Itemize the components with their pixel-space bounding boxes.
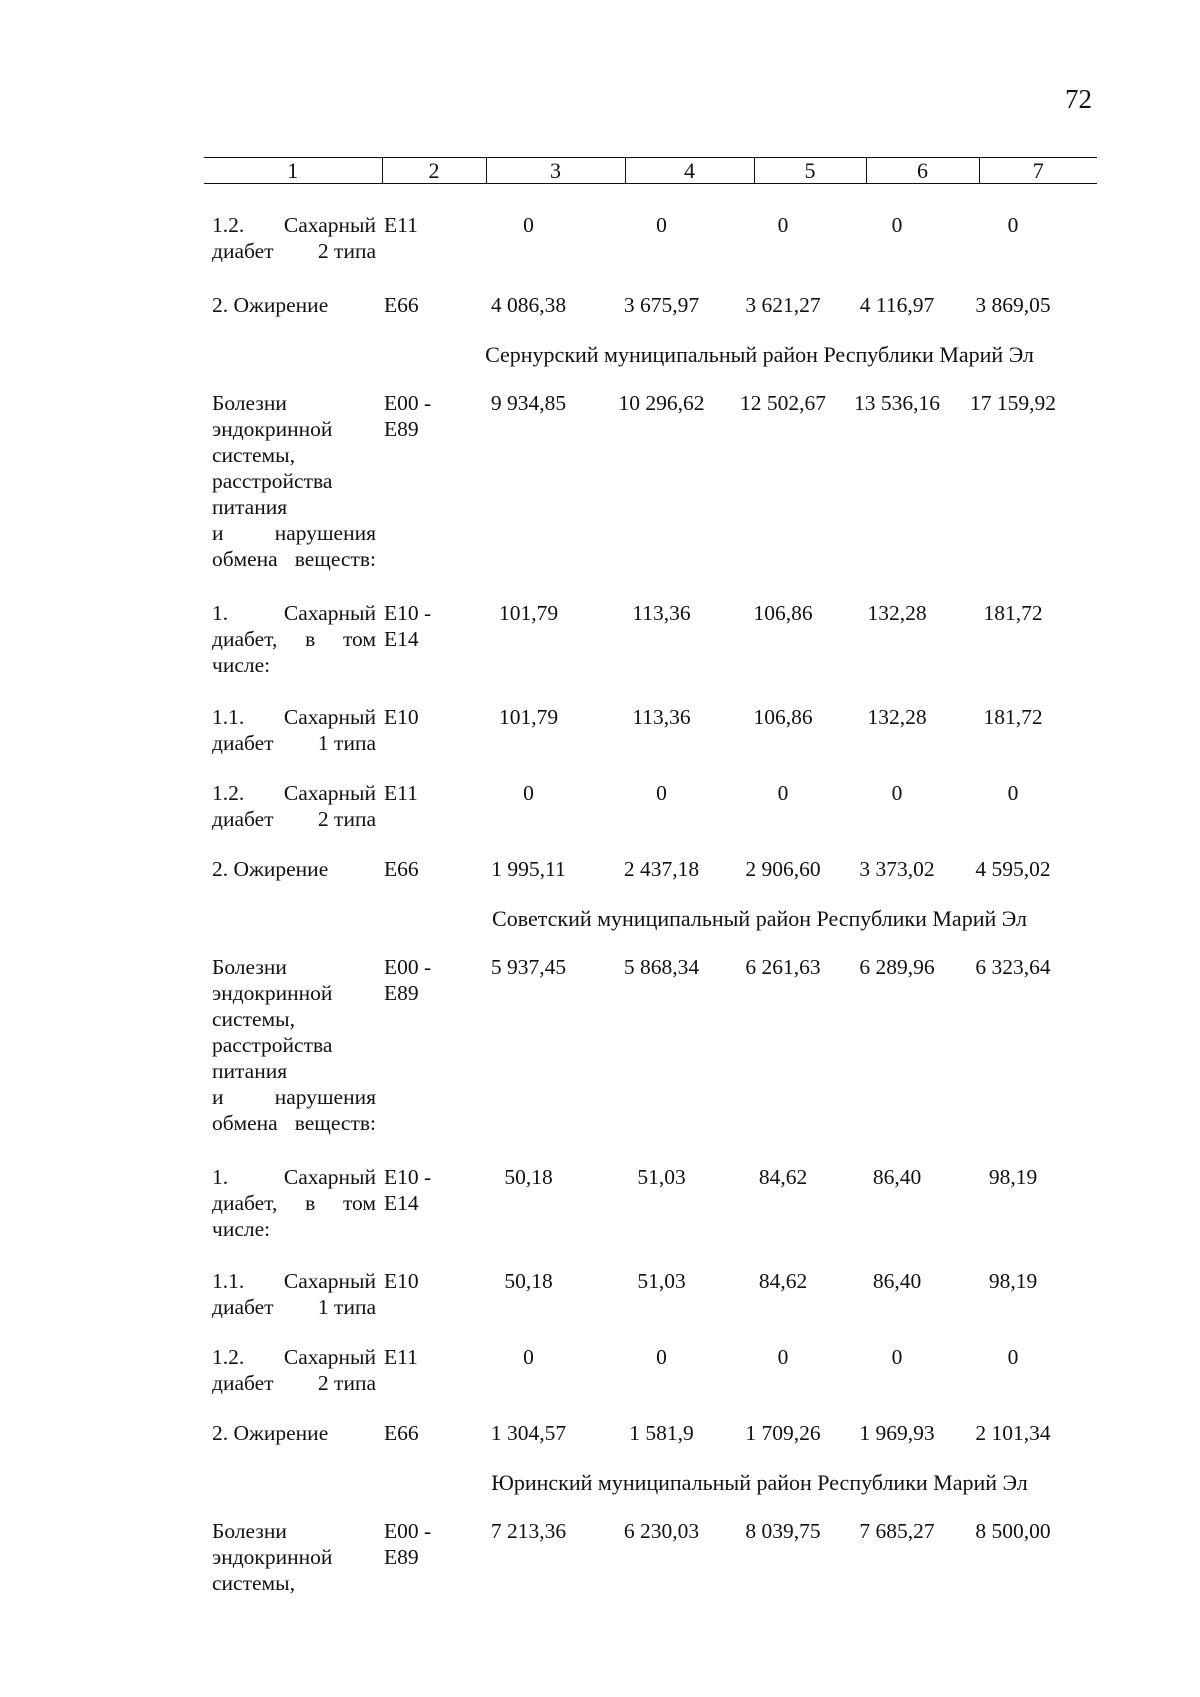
disease-name-line: [212, 780, 376, 806]
disease-name-word: системы,: [212, 1571, 295, 1595]
disease-name-cell: [212, 780, 376, 832]
icd-code-cell: [376, 780, 462, 806]
disease-name-word: 2 типа: [317, 1371, 376, 1395]
disease-name-line: [212, 1294, 376, 1320]
icd-code-line: E66: [384, 293, 419, 317]
icd-code-line: E89: [384, 981, 419, 1005]
value-cell-col-7: 0: [1007, 213, 1019, 237]
disease-name-word: Сахарный: [283, 213, 376, 237]
table-row: [212, 292, 1097, 318]
value-cell-col-5: 106,86: [753, 601, 813, 625]
disease-name-word: диабет: [212, 731, 274, 755]
disease-name-word: веществ:: [294, 547, 376, 571]
disease-name-line: [212, 1518, 376, 1544]
icd-code-cell: [376, 1518, 462, 1570]
disease-name-word: 1.1.: [212, 705, 245, 729]
column-header: 6: [866, 158, 979, 184]
disease-name-word: расстройства: [212, 469, 333, 493]
value-cell-col-5: 0: [777, 213, 789, 237]
value-cell-col-3: 9 934,85: [490, 391, 567, 415]
table-row: [212, 212, 1097, 264]
disease-name-line: [212, 238, 376, 264]
disease-name-word: числе:: [212, 653, 271, 677]
value-cell-col-3: 0: [523, 781, 534, 805]
disease-name-word: питания: [212, 495, 288, 519]
disease-name-word: в: [305, 1191, 316, 1215]
value-cell-col-5: 1 709,26: [745, 1421, 821, 1445]
disease-name-word: диабет: [212, 1371, 274, 1395]
disease-name-line: [212, 1110, 376, 1136]
value-cell-col-4: 113,36: [632, 705, 691, 729]
value-cell-col-3: 4 086,38: [490, 293, 567, 317]
icd-code-line: E14: [384, 627, 419, 651]
column-number-header: [204, 157, 1097, 184]
value-cell-col-6: 0: [891, 1345, 903, 1369]
value-cell-col-3: 101,79: [498, 601, 559, 625]
disease-name-line: [212, 652, 376, 678]
value-cell-col-5: 106,86: [753, 705, 813, 729]
table-row: [212, 1268, 1097, 1320]
value-cell-col-7: 3 869,05: [975, 293, 1051, 317]
header-row: [204, 158, 1097, 184]
disease-name-line: [212, 856, 376, 882]
disease-name-word: Сахарный: [283, 1165, 376, 1189]
icd-code-line: E11: [384, 213, 418, 237]
value-cell-col-5: 0: [777, 1345, 789, 1369]
icd-code-line: E89: [384, 1545, 419, 1569]
value-cell-col-7: 181,72: [983, 705, 1043, 729]
icd-code-line: E11: [384, 1345, 418, 1369]
column-header: 5: [754, 158, 866, 184]
value-cell-col-5: 12 502,67: [740, 391, 826, 415]
value-cell-col-4: 2 437,18: [623, 857, 700, 881]
value-cell-col-3: 50,18: [504, 1165, 553, 1189]
icd-code-line: E00 -: [384, 955, 432, 979]
disease-name-line: [212, 416, 376, 442]
value-cell-col-4: 10 296,62: [618, 391, 705, 415]
icd-code-line: E10 -: [384, 1165, 432, 1189]
district-section-title: Сернурский муниципальный район Республики Марий Эл: [485, 342, 1034, 367]
disease-name-cell: [212, 1164, 376, 1242]
icd-code-cell: [376, 600, 462, 652]
disease-name-line: [212, 626, 376, 652]
disease-name-line: [212, 954, 376, 980]
disease-name-word: эндокринной: [212, 981, 333, 1005]
icd-code-cell: [376, 1344, 462, 1370]
icd-code-line: E89: [384, 417, 419, 441]
value-cell-col-7: 17 159,92: [970, 391, 1056, 415]
value-cell-col-4: 1 581,9: [629, 1421, 694, 1445]
disease-name-word: Сахарный: [283, 781, 376, 805]
page-number: 72: [1065, 84, 1092, 114]
icd-code-cell: [376, 1420, 462, 1446]
icd-code-line: E11: [384, 781, 418, 805]
disease-name-line: [212, 390, 376, 416]
value-cell-col-3: 5 937,45: [490, 955, 567, 979]
disease-name-word: том: [342, 1191, 376, 1215]
disease-name-line: [212, 980, 376, 1006]
disease-name-word: веществ:: [294, 1111, 376, 1135]
disease-name-word: нарушения: [274, 1085, 376, 1109]
value-cell-col-3: 7 213,36: [490, 1519, 567, 1543]
value-cell-col-6: 3 373,02: [859, 857, 935, 881]
value-cell-col-4: 51,03: [637, 1269, 686, 1293]
disease-name-line: [212, 546, 376, 572]
value-cell-col-6: 1 969,93: [859, 1421, 935, 1445]
icd-code-cell: [376, 856, 462, 882]
disease-name-word: Болезни: [212, 391, 287, 415]
value-cell-col-6: 86,40: [872, 1269, 922, 1293]
disease-name-word: диабет,: [212, 627, 278, 651]
value-cell-col-4: 6 230,03: [623, 1519, 700, 1543]
table-row: [212, 1164, 1097, 1242]
disease-name-line: [212, 1006, 376, 1032]
district-section-title: Юринский муниципальный район Республики Марий Эл: [491, 1470, 1028, 1495]
icd-code-cell: [376, 390, 462, 442]
disease-name-line: [212, 1544, 376, 1570]
value-cell-col-4: 5 868,34: [623, 955, 700, 979]
disease-name-word: 2. Ожирение: [212, 1421, 329, 1445]
value-cell-col-3: 0: [523, 213, 534, 237]
column-header: 1: [204, 158, 382, 184]
value-cell-col-5: 0: [777, 781, 789, 805]
value-cell-col-7: 98,19: [988, 1165, 1038, 1189]
value-cell-col-5: 8 039,75: [745, 1519, 821, 1543]
disease-name-line: [212, 1370, 376, 1396]
icd-code-line: E66: [384, 1421, 419, 1445]
table-row: [212, 390, 1097, 572]
disease-name-line: [212, 494, 376, 520]
disease-name-cell: [212, 600, 376, 678]
table-row: [212, 1344, 1097, 1396]
value-cell-col-5: 84,62: [758, 1165, 808, 1189]
icd-code-cell: [376, 704, 462, 730]
value-cell-col-4: 0: [656, 213, 667, 237]
disease-name-word: питания: [212, 1059, 288, 1083]
disease-name-word: 1 типа: [317, 1295, 376, 1319]
icd-code-line: E10: [384, 1269, 419, 1293]
value-cell-col-6: 4 116,97: [859, 293, 935, 317]
disease-name-word: и: [212, 1085, 224, 1109]
disease-name-line: [212, 1032, 376, 1058]
value-cell-col-4: 0: [656, 1345, 667, 1369]
value-cell-col-5: 84,62: [758, 1269, 808, 1293]
disease-name-word: нарушения: [274, 521, 376, 545]
table-row: [212, 856, 1097, 882]
value-cell-col-3: 50,18: [504, 1269, 553, 1293]
table-row: [212, 954, 1097, 1136]
disease-name-cell: [212, 954, 376, 1136]
disease-name-word: Болезни: [212, 955, 287, 979]
value-cell-col-6: 132,28: [867, 601, 927, 625]
disease-name-line: [212, 1164, 376, 1190]
disease-name-cell: [212, 704, 376, 756]
disease-name-word: диабет: [212, 239, 274, 263]
icd-code-cell: [376, 954, 462, 1006]
disease-name-cell: [212, 212, 376, 264]
value-cell-col-6: 86,40: [872, 1165, 922, 1189]
disease-name-word: Сахарный: [283, 705, 376, 729]
table-row: [212, 1420, 1097, 1446]
icd-code-cell: [376, 1164, 462, 1216]
value-cell-col-6: 0: [891, 781, 903, 805]
column-header: 7: [979, 158, 1097, 184]
disease-name-word: системы,: [212, 443, 295, 467]
icd-code-cell: [376, 212, 462, 238]
disease-name-line: [212, 600, 376, 626]
value-cell-col-6: 132,28: [867, 705, 927, 729]
value-cell-col-7: 181,72: [983, 601, 1043, 625]
icd-code-cell: [376, 292, 462, 318]
value-cell-col-7: 8 500,00: [975, 1519, 1051, 1543]
icd-code-cell: [376, 1268, 462, 1294]
icd-code-line: E66: [384, 857, 419, 881]
value-cell-col-6: 6 289,96: [859, 955, 935, 979]
disease-name-cell: [212, 856, 376, 882]
disease-name-word: 1.1.: [212, 1269, 245, 1293]
table-row: [212, 704, 1097, 756]
column-header: 2: [382, 158, 486, 184]
value-cell-col-5: 2 906,60: [745, 857, 821, 881]
disease-name-line: [212, 520, 376, 546]
disease-name-word: Сахарный: [283, 1269, 376, 1293]
disease-name-word: Болезни: [212, 1519, 287, 1543]
value-cell-col-7: 6 323,64: [975, 955, 1051, 979]
value-cell-col-3: 1 304,57: [490, 1421, 567, 1445]
disease-name-word: эндокринной: [212, 1545, 333, 1569]
disease-name-line: [212, 1268, 376, 1294]
disease-name-line: [212, 704, 376, 730]
disease-name-word: 2 типа: [317, 239, 376, 263]
disease-name-word: 2. Ожирение: [212, 293, 329, 317]
disease-name-line: [212, 1190, 376, 1216]
disease-name-word: диабет,: [212, 1191, 278, 1215]
disease-name-line: [212, 1058, 376, 1084]
disease-name-word: эндокринной: [212, 417, 333, 441]
value-cell-col-7: 0: [1007, 1345, 1019, 1369]
value-cell-col-5: 6 261,63: [745, 955, 821, 979]
disease-name-word: обмена: [212, 547, 278, 571]
value-cell-col-6: 0: [891, 213, 903, 237]
disease-name-word: в: [305, 627, 316, 651]
disease-name-line: [212, 1216, 376, 1242]
table-body: [212, 212, 1097, 1596]
icd-code-line: E14: [384, 1191, 419, 1215]
table-row: [212, 1518, 1097, 1596]
disease-name-word: Сахарный: [283, 601, 376, 625]
column-header: 3: [486, 158, 625, 184]
disease-name-line: [212, 806, 376, 832]
disease-name-word: и: [212, 521, 224, 545]
value-cell-col-4: 51,03: [637, 1165, 686, 1189]
disease-name-word: диабет: [212, 1295, 274, 1319]
disease-name-word: диабет: [212, 807, 274, 831]
table-row: [212, 600, 1097, 678]
disease-name-line: [212, 292, 376, 318]
value-cell-col-3: 1 995,11: [491, 857, 566, 881]
table-row: [212, 780, 1097, 832]
icd-code-line: E10: [384, 705, 419, 729]
disease-name-cell: [212, 1420, 376, 1446]
disease-name-word: системы,: [212, 1007, 295, 1031]
value-cell-col-3: 101,79: [498, 705, 559, 729]
disease-name-word: 1 типа: [317, 731, 376, 755]
disease-name-cell: [212, 292, 376, 318]
column-header: 4: [625, 158, 754, 184]
disease-name-line: [212, 730, 376, 756]
district-section-title: Советский муниципальный район Республики Марий Эл: [492, 906, 1027, 931]
disease-name-word: числе:: [212, 1217, 271, 1241]
disease-name-word: 1.: [212, 601, 229, 625]
disease-name-cell: [212, 1344, 376, 1396]
value-cell-col-5: 3 621,27: [745, 293, 821, 317]
value-cell-col-4: 3 675,97: [623, 293, 700, 317]
icd-code-line: E10 -: [384, 601, 432, 625]
value-cell-col-7: 0: [1007, 781, 1019, 805]
value-cell-col-6: 13 536,16: [854, 391, 940, 415]
value-cell-col-7: 2 101,34: [975, 1421, 1051, 1445]
disease-name-line: [212, 1570, 376, 1596]
disease-name-cell: [212, 390, 376, 572]
disease-name-line: [212, 1420, 376, 1446]
disease-name-word: 1.2.: [212, 781, 245, 805]
disease-name-line: [212, 1084, 376, 1110]
icd-code-line: E00 -: [384, 1519, 432, 1543]
disease-name-line: [212, 212, 376, 238]
disease-name-word: Сахарный: [283, 1345, 376, 1369]
value-cell-col-4: 113,36: [632, 601, 691, 625]
disease-name-word: 1.2.: [212, 1345, 245, 1369]
value-cell-col-7: 98,19: [988, 1269, 1038, 1293]
value-cell-col-6: 7 685,27: [859, 1519, 935, 1543]
value-cell-col-3: 0: [523, 1345, 534, 1369]
disease-name-word: 1.2.: [212, 213, 245, 237]
icd-code-line: E00 -: [384, 391, 432, 415]
disease-name-line: [212, 442, 376, 468]
disease-name-word: том: [342, 627, 376, 651]
disease-name-word: 1.: [212, 1165, 229, 1189]
disease-name-word: расстройства: [212, 1033, 333, 1057]
value-cell-col-7: 4 595,02: [975, 857, 1051, 881]
disease-name-line: [212, 468, 376, 494]
disease-name-word: 2 типа: [317, 807, 376, 831]
disease-name-cell: [212, 1518, 376, 1596]
value-cell-col-4: 0: [656, 781, 667, 805]
disease-name-word: обмена: [212, 1111, 278, 1135]
disease-name-line: [212, 1344, 376, 1370]
disease-name-cell: [212, 1268, 376, 1320]
disease-name-word: 2. Ожирение: [212, 857, 329, 881]
